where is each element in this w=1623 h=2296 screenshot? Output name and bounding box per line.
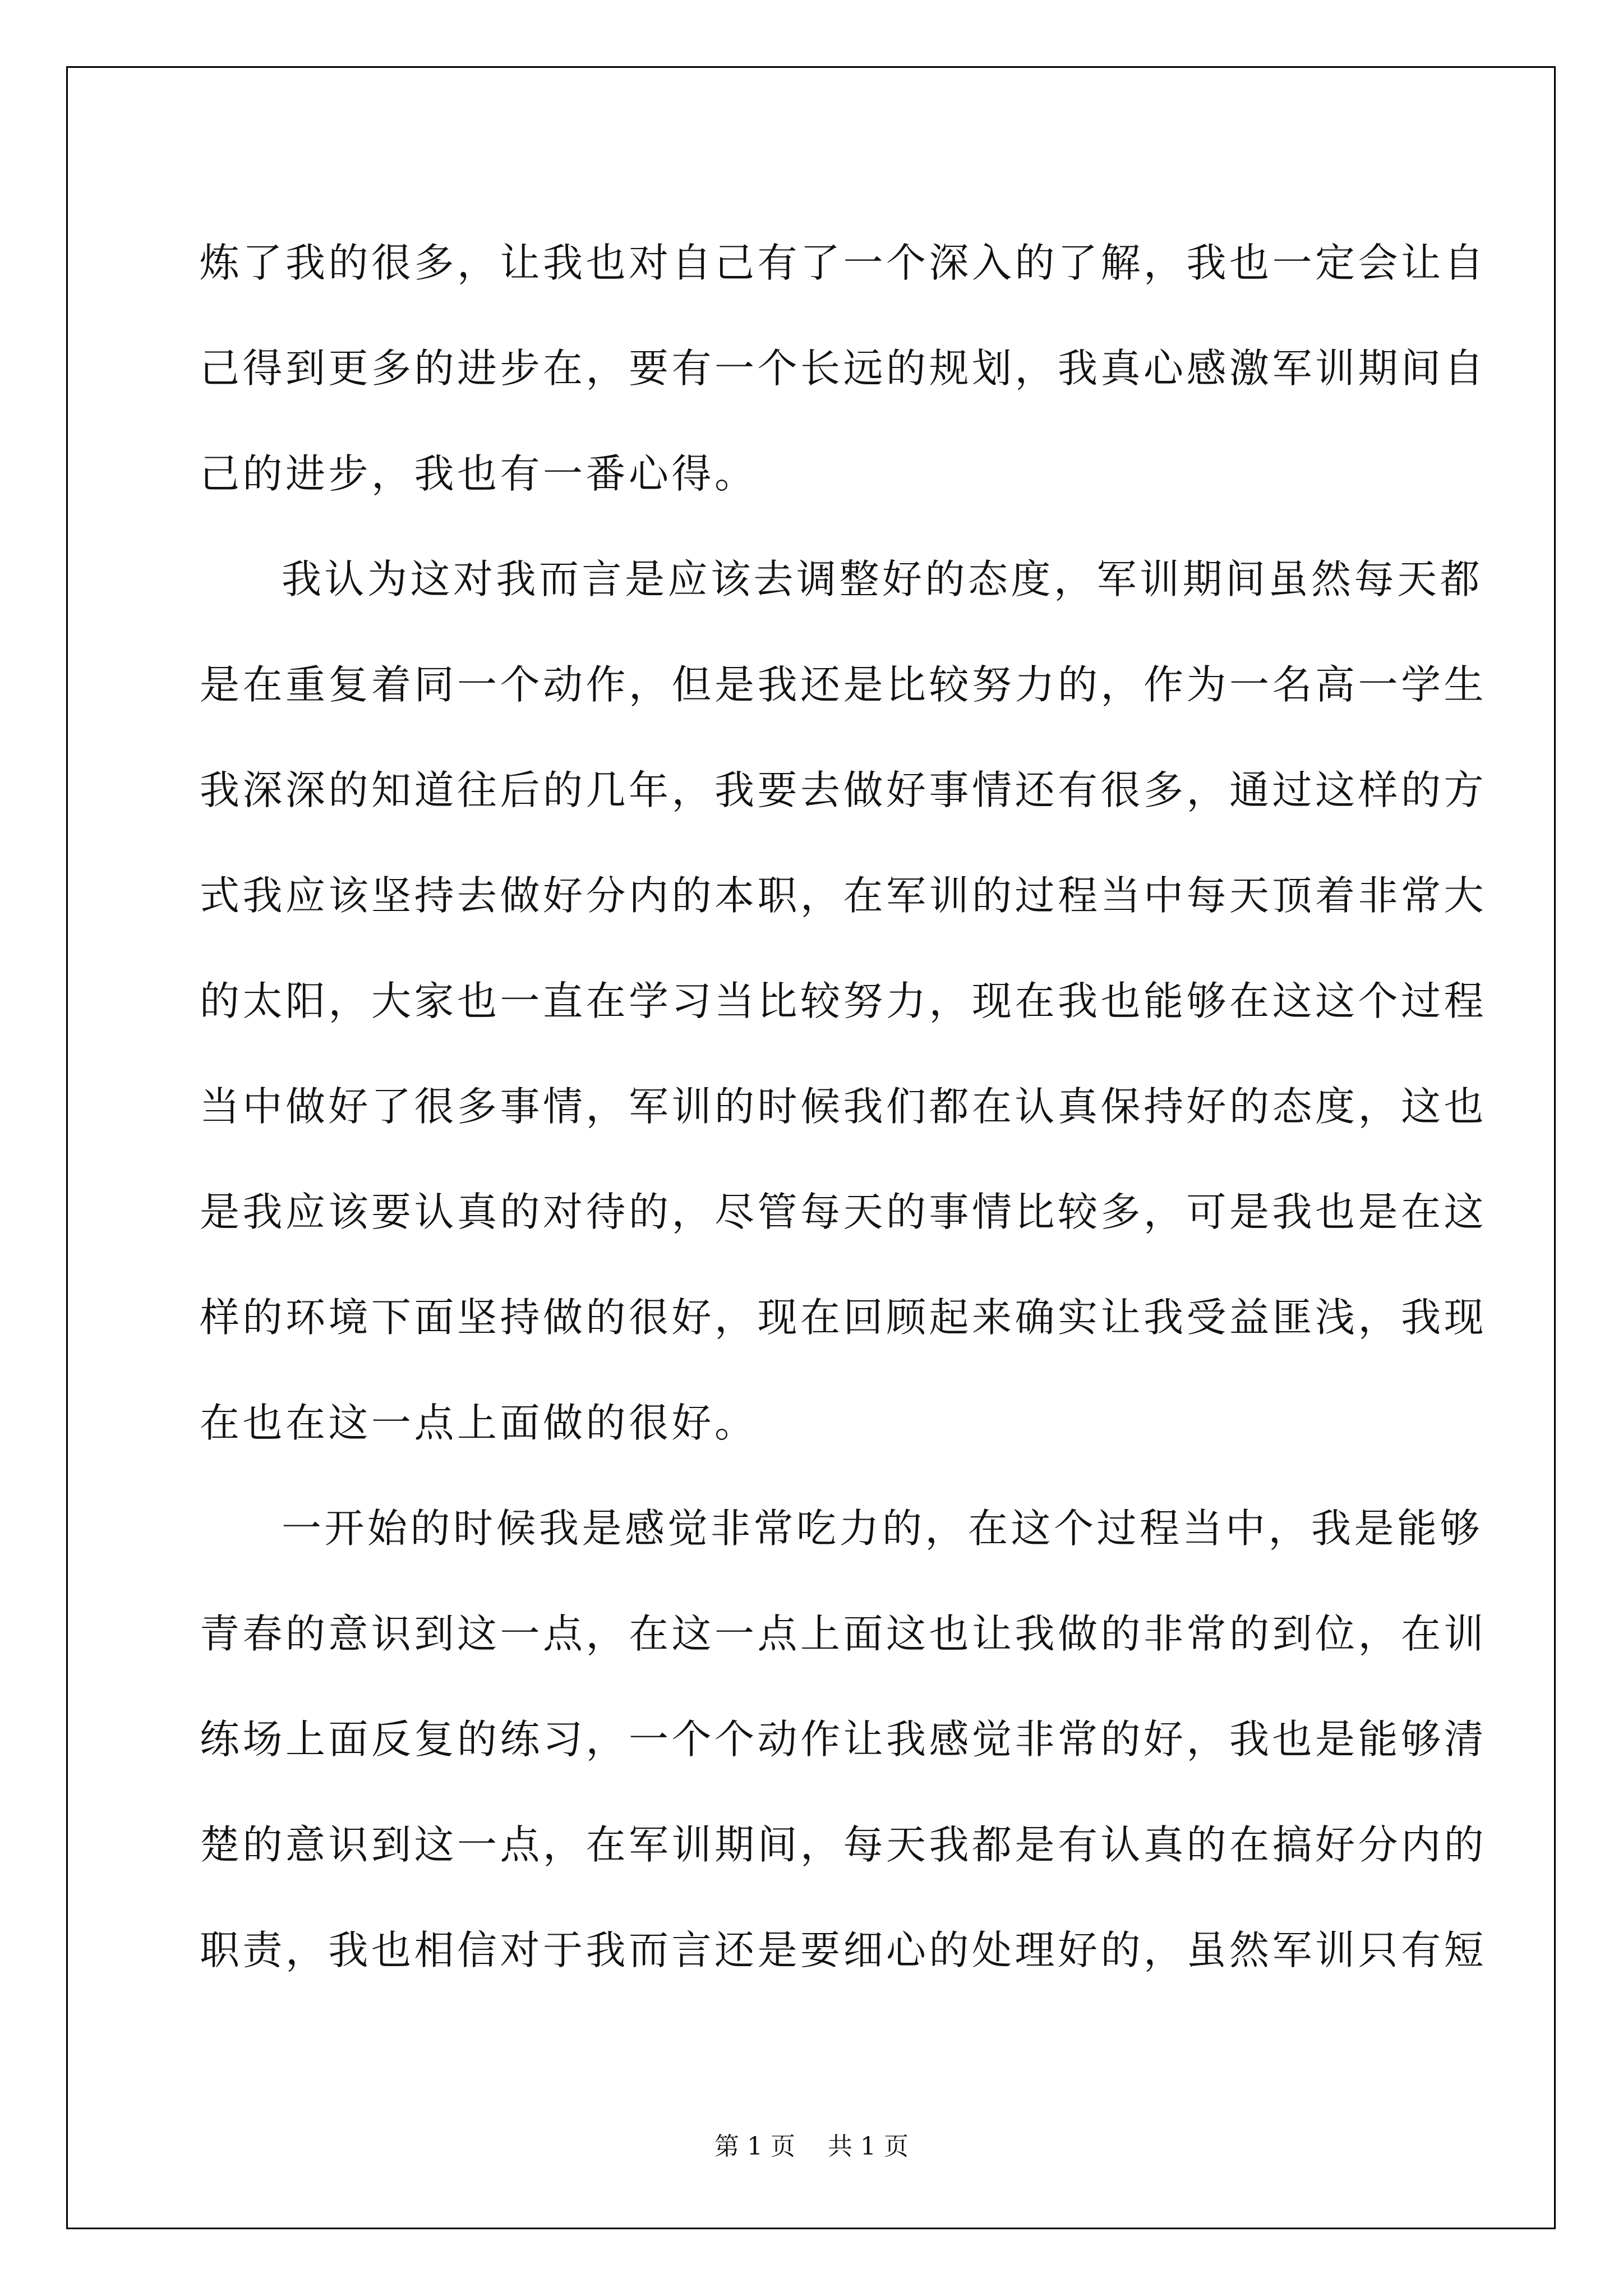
text-line: 职责，我也相信对于我而言还是要细心的处理好的，虽然军训只有短 xyxy=(200,1927,1487,1973)
text-line: 在也在这一点上面做的很好。 xyxy=(200,1400,758,1446)
page-footer: 第 1 页 共 1 页 xyxy=(714,2132,909,2161)
text-line: 青春的意识到这一点，在这一点上面这也让我做的非常的到位，在训 xyxy=(200,1611,1487,1657)
text-line: 的太阳，大家也一直在学习当比较努力，现在我也能够在这这个过程 xyxy=(200,978,1487,1024)
text-line: 是在重复着同一个动作，但是我还是比较努力的，作为一名高一学生 xyxy=(200,661,1487,708)
document-body xyxy=(200,210,1487,2003)
text-line: 是我应该要认真的对待的，尽管每天的事情比较多，可是我也是在这 xyxy=(200,1189,1487,1235)
text-line: 炼了我的很多，让我也对自己有了一个深入的了解，我也一定会让自 xyxy=(200,240,1487,286)
text-line: 当中做好了很多事情，军训的时候我们都在认真保持好的态度，这也 xyxy=(200,1083,1487,1130)
text-line: 练场上面反复的练习，一个个动作让我感觉非常的好，我也是能够清 xyxy=(200,1716,1487,1763)
text-line: 式我应该坚持去做好分内的本职，在军训的过程当中每天顶着非常大 xyxy=(200,872,1487,919)
text-line: 楚的意识到这一点，在军训期间，每天我都是有认真的在搞好分内的 xyxy=(200,1821,1487,1868)
text-line: 我深深的知道往后的几年，我要去做好事情还有很多，通过这样的方 xyxy=(200,767,1487,813)
text-line: 样的环境下面坚持做的很好，现在回顾起来确实让我受益匪浅，我现 xyxy=(200,1294,1487,1341)
text-line: 己得到更多的进步在，要有一个长远的规划，我真心感激军训期间自 xyxy=(200,345,1487,392)
text-line: 己的进步，我也有一番心得。 xyxy=(200,450,758,497)
text-line: 一开始的时候我是感觉非常吃力的，在这个过程当中，我是能够 xyxy=(282,1505,1483,1552)
text-line: 我认为这对我而言是应该去调整好的态度，军训期间虽然每天都 xyxy=(282,556,1483,602)
